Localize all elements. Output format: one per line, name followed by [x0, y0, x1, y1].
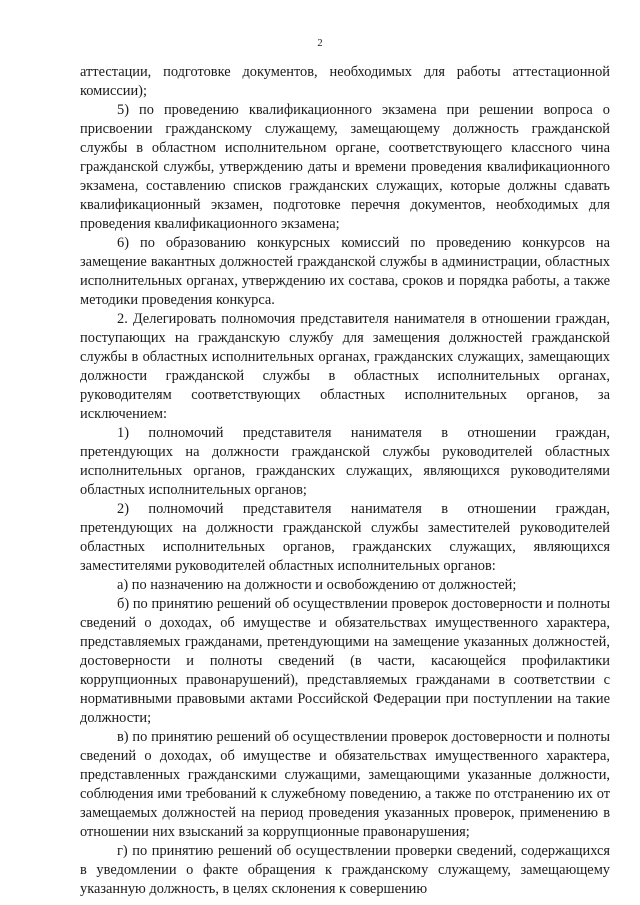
- paragraph-item-6: 6) по образованию конкурсных комиссий по проведению конкурсов на замещение вакантных должностей гражданской службы в администрации, областных исполнительных органах, утверждению их состава, сроков и порядка работы, а также методики проведения конкурса.: [80, 235, 610, 308]
- paragraph-exception-2: 2) полномочий представителя нанимателя в отношении граждан, претендующих на должности гражданской службы заместителей руководителей областных исполнительных органов, гражданских служащих, являющихся заместителями руководителей областных исполнительных органов:: [80, 501, 610, 574]
- page-number: 2: [317, 38, 323, 49]
- paragraph-continuation: аттестации, подготовке документов, необходимых для работы аттестационной комиссии);: [80, 64, 610, 99]
- paragraph-subitem-v: в) по принятию решений об осуществлении проверок достоверности и полноты сведений о доходах, об имуществе и обязательствах имущественного характера, представленных гражданскими служащими, замещающими указанные должности, соблюдения ими требований к служебному поведению, а также по отстранению их от замещаемых должностей на период проведения указанных проверок, применению в отношении них взысканий за коррупционные правонарушения;: [80, 729, 610, 840]
- paragraph-section-2: 2. Делегировать полномочия представителя нанимателя в отношении граждан, поступающих на гражданскую службу для замещения должностей гражданской службы в областных исполнительных органах, гражданских служащих, замещающих должности гражданской службы в областных исполнительных органах, руководителям соответствующих областных исполнительных органов, за исключением:: [80, 311, 610, 422]
- paragraph-item-5: 5) по проведению квалификационного экзамена при решении вопроса о присвоении гражданскому служащему, замещающему должность гражданской службы в областном исполнительном органе, соответствующего классного чина гражданской службы, утверждению даты и времени проведения квалификационного экзамена, составлению списков гражданских служащих, которые должны сдавать квалификационный экзамен, подготовке перечня документов, необходимых для проведения квалификационного экзамена;: [80, 102, 610, 232]
- paragraph-subitem-a: а) по назначению на должности и освобождению от должностей;: [117, 577, 517, 593]
- paragraph-subitem-b: б) по принятию решений об осуществлении проверок достоверности и полноты сведений о доходах, об имуществе и обязательствах имущественного характера, представляемых гражданами, претендующими на замещение указанных должностей, достоверности и полноты сведений (в части, касающейся профилактики коррупционных правонарушений), представляемых гражданами в соответствии с нормативными правовыми актами Российской Федерации при поступлении на такие должности;: [80, 596, 610, 726]
- paragraph-exception-1: 1) полномочий представителя нанимателя в отношении граждан, претендующих на должности гражданской службы руководителей областных исполнительных органов, гражданских служащих, являющихся руководителями областных исполнительных органов;: [80, 425, 610, 498]
- document-body: [80, 63, 610, 899]
- paragraph-subitem-g: г) по принятию решений об осуществлении проверки сведений, содержащихся в уведомлении о факте обращения к гражданскому служащему, замещающему указанную должность, в целях склонения к совершению: [80, 843, 610, 897]
